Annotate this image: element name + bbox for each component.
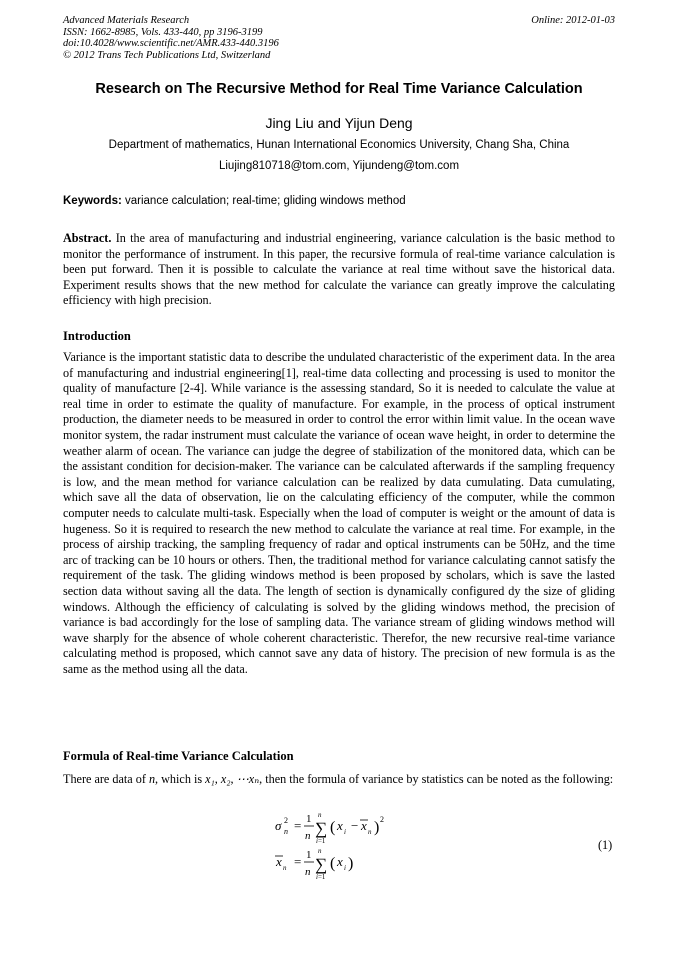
svg-text:1: 1 [306,849,312,861]
svg-text:x: x [337,818,343,833]
paper-title: Research on The Recursive Method for Real Time Variance Calculation [95,81,583,97]
svg-text:∑: ∑ [315,819,328,838]
svg-text:(: ( [330,855,336,872]
svg-text:): ) [374,819,380,836]
svg-text:i: i [344,828,346,836]
equation-number: (1) [598,838,613,852]
svg-text:x: x [361,818,367,833]
doi-line: doi:10.4028/www.scientific.net/AMR.433-440.3196 [63,38,279,49]
variable-n: n [148,772,156,786]
svg-text:x: x [337,854,343,869]
svg-text:1: 1 [306,813,312,825]
svg-text:σ: σ [275,818,282,833]
abstract-label: Abstract. [63,231,112,245]
abstract [63,231,615,309]
svg-text:=: = [294,818,302,833]
issn-line: ISSN: 1662-8985, Vols. 433-440, pp 3196-3199 [63,26,263,38]
keywords [63,195,615,207]
svg-text:2: 2 [380,815,384,824]
formula-intro-text: There are data of n, which is x₁, x₂, ⋯xₙ, then the formula of variance by statistics can be noted as the following: [63,772,614,786]
svg-text:n: n [318,811,322,819]
svg-text:2: 2 [284,816,288,825]
author-emails: Liujing810718@tom.com, Yijundeng@tom.com [218,160,460,172]
svg-text:n: n [284,827,288,836]
authors: Jing Liu and Yijun Deng [265,115,413,131]
keywords-label: Keywords: [63,195,122,207]
svg-text:∑: ∑ [315,855,328,874]
svg-text:i: i [344,864,346,872]
svg-text:n: n [318,847,322,855]
svg-text:i=1: i=1 [316,837,326,845]
svg-text:n: n [305,830,311,842]
journal-name: Advanced Materials Research [63,15,190,26]
svg-text:−: − [351,818,359,833]
svg-text:=: = [294,854,302,869]
keywords-text: variance calculation; real-time; gliding windows method [125,195,406,207]
introduction-text: Variance is the important statistic data to describe the undulated characteristic of the experiment data. In the area of manufacturing and industrial engineering[1], real-time data collecting and processing is used to monitor the quality of manufacture [2-4]. While variance is the assessing standard, So it is needed to calculate the value at real time in order to estimate the quality of manufacture. For example, in the process of optical instrument production, the diameter needs to be measured in order to control the error within limit value. In the ocean wave monitor system, the radar instrument must calculate the variance of ocean wave height, in order to determine the weather alarm of ocean. The variance can judge the degree of stabilization of the monitored data, which can be the assistant condition for decision-maker. The variance can be calculated afterwards if the sampling frequency is low, and the mean method for variance calculation can be realized by data cumulating. Data cumulating, which save all the data of observation, lie on the calculating efficiency of the computer, while the common computer needs to calculate multi-task. Especially when the load of computer is weight or the amount of data is hugeness. So it is required to research the new method to calculate the variance at real time. For example, in the process of airship tracking, the sampling frequency of radar and optical instruments can be 50Hz, and the time arc of tracking can be 10 hours or others. Then, the traditional method for variance calculating cannot satisfy the requirement of the task. The gliding windows method is been proposed by scholars, which is save the lasted section data without saving all the data. The length of section is dynamically configured dy the size of gliding windows. Although the efficiency of calculating is solved by the gliding windows method, the precision of variance is bad accordingly for the lose of sampling data. The variance stream of gliding windows method will wave sharply for the absence of whole coherent characteristic. Therefor, the new recursive real-time variance calculating method is proposed, which cannot save any data of history. The precision of new formula is as the same as the method using all the data. [63,350,615,676]
affiliation: Department of mathematics, Hunan International Economics University, Chang Sha, China [108,139,570,151]
svg-text:i=1: i=1 [316,873,326,881]
svg-text:x: x [276,854,282,869]
svg-text:n: n [368,828,372,836]
svg-text:(: ( [330,819,336,836]
journal-header [63,15,615,61]
svg-text:n: n [305,866,311,878]
svg-text:n: n [283,864,287,872]
data-sequence: x₁, x₂, ⋯xₙ [205,772,260,786]
abstract-text: In the area of manufacturing and industrial engineering, variance calculation is the basic method to monitor the performance of instrument. In this paper, the recursive formula of real-time variance calculation is been put forward. Then it is possible to calculate the variance at real time without save the historical data. Experiment results shows that the new method for calculate the variance can greatly improve the calculating efficiency with high precision. [63,231,616,308]
svg-text:): ) [348,855,354,872]
introduction-heading: Introduction [63,329,131,343]
copyright-line: © 2012 Trans Tech Publications Ltd, Switzerland [63,49,271,61]
formula-section-heading: Formula of Real-time Variance Calculation [63,749,294,763]
online-date: Online: 2012-01-03 [531,15,615,26]
